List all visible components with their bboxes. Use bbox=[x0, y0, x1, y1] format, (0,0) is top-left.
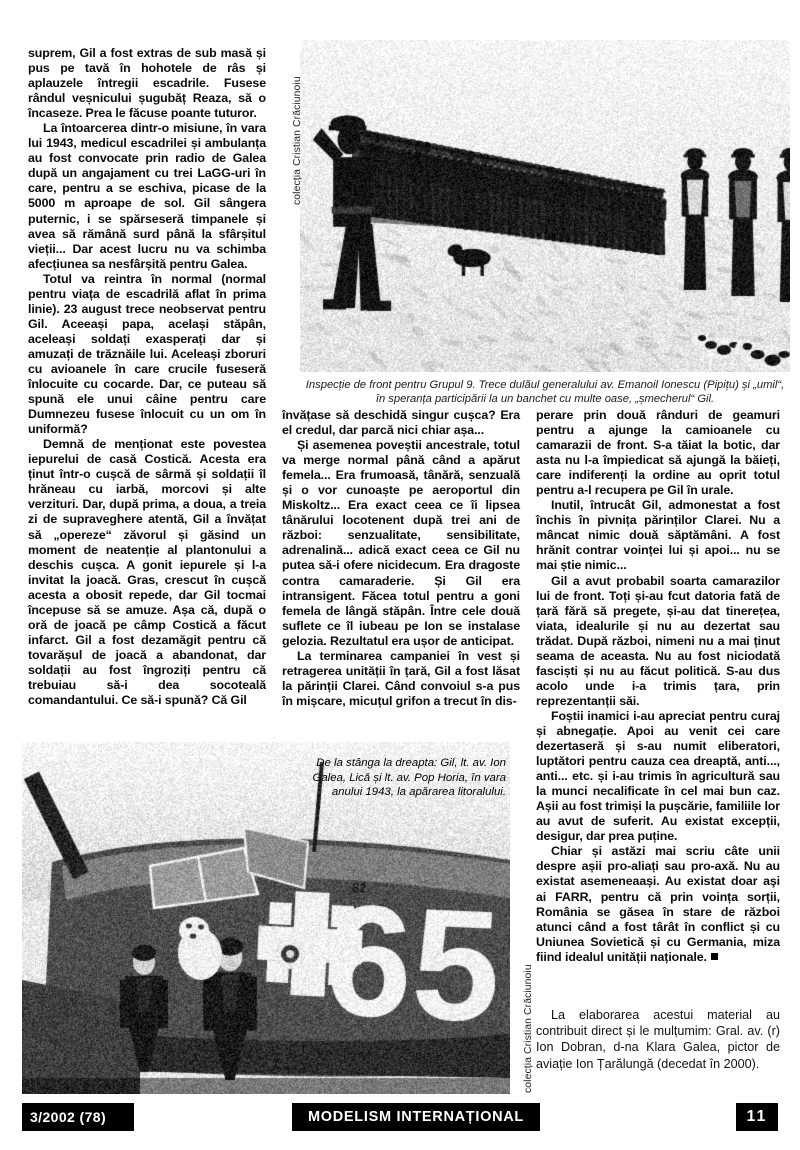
photo-credit-top: colecția Cristian Crăciunoiu bbox=[292, 76, 303, 205]
paragraph: perare prin două rânduri de geamuri pentru a ajunge la camioanele cu camarazii de front. S-a tăiat la botic, dar asta nu l-a împiedicat să ajungă la băieți, care indiferenți la ordine au oprit totul pentru a-l recupera pe Gil în urale. bbox=[536, 408, 780, 498]
text-column-2 bbox=[282, 408, 520, 709]
footer-issue-block bbox=[22, 1103, 134, 1131]
paragraph: La terminarea campaniei în vest și retragerea unității în țară, Gil a fost lăsat la părinții Clarei. Când convoiul s-a pus în mișcare, micuțul grifon a trecut în dis- bbox=[282, 648, 520, 708]
paragraph: Gil a avut probabil soarta camarazilor lui de front. Toți și-au fcut datoria fată de țară fără să pregete, și-au dat tinerețea, viata, idealurile și nu au dezertat sau trădat. După război, nimeni nu a mai ținut seama de aceasta. Nu au fost niciodată fasciști și nu au făcut politică. S-au dus acolo unde i-a trimis țara, prin reprezentanții săi. bbox=[536, 573, 780, 708]
end-of-article-mark bbox=[711, 953, 718, 960]
paragraph-final bbox=[536, 844, 780, 964]
acknowledgement-text: La elaborarea acestui material au contribuit direct și le mulțumim: Gral. av. (r) Ion Dobran, d-na Klara Galea, pictor de aviație Ion Țarălungă (decedat în 2000). bbox=[536, 1008, 780, 1071]
paragraph: suprem, Gil a fost extras de sub masă și pus pe tavă în hohotele de râs și aplauzele întregii escadrile. Fusese rândul veșnicului șugubăț Reaza, să o încaseze. Prea le făcuse poante tuturor. bbox=[28, 46, 266, 121]
paragraph: Demnă de menționat este povestea iepurelui de casă Costică. Acesta era ținut într-o cușcă de sârmă și soldații îl hrăneau cu iarbă, morcovi și alte verzituri. Dar, după prima, a doua, a treia zi de supraveghere atentă, Gil a învățat să „opereze“ zăvorul și găsind un moment de neatenție al plantonului a deschis cușca. A gonit iepurele și l-a invitat la joacă. Gras, crescut în cușcă acesta a obosit repede, dar Gil tocmai începuse să se amuze. Așa că, după o oră de joacă pe câmp Costică a făcut infarct. Gil a fost dezamăgit pentru că tovarășul de joacă a abandonat, dar soldații au fost îngroziți pentru că trebuiau să-i dea socoteală comandantului. Ce să-i spună? Că Gil bbox=[28, 437, 266, 708]
front-inspection-photo bbox=[300, 40, 790, 372]
paragraph: învățase să deschidă singur cușca? Era el credul, dar parcă nici chiar așa... bbox=[282, 408, 520, 438]
page-footer bbox=[22, 1103, 778, 1131]
caption-top-photo bbox=[300, 378, 790, 406]
paragraph-final-text: Chiar și astăzi mai scriu câte unii despre așii pro-aliați sau pro-axă. Nu au existat asemeneaași. Au existat doar aşi ai FARR, pentru că prin voința sorții, România se găsea în stare de război atunci când a fost târât în conflict și cu Uniunea Sovietică și cu Germania, miza fiind idealul unității naționale. bbox=[536, 844, 780, 964]
paragraph: La întoarcerea dintr-o misiune, în vara lui 1943, medicul escadrilei și ambulanța au fost convocate prin radio de Galea după un angajament cu trei LaGG-uri în care, pentru a se eschiva, picase de la 5000 m aproape de sol. Gil sângera puternic, i se spărseseră timpanele și avea să rămână surd până la sfârșitul vieții... Dar acest lucru nu va schimba afecțiunea sa nesfârșită pentru Galea. bbox=[28, 121, 266, 271]
acknowledgement-block bbox=[536, 1007, 780, 1072]
caption-top-text: Inspecție de front pentru Grupul 9. Trece dulăul generalului av. Emanoil Ionescu (Pipițu) și „umil“, în speranța participării la un banchet cu multe oase, „șmecherul“ Gil. bbox=[305, 379, 785, 406]
paragraph: Și asemenea poveștii ancestrale, totul va merge normal până când a apărut femela... Era frumoasă, tânără, senzuală și o vor cunoaște pe aeroportul din Miskoltz... Era exact ceea ce îi lipsea tânărului locotenent după trei ani de război: senzualitate, sensibilitate, adrenalină... adică exact ceea ce Gil nu putea să-i ofere nicidecum. Era dragoste contra camaraderie. Și Gil era intransigent. Făcea totul pentru a goni femela de lângă stăpân. Între cele două suflete ce îl iubeau pe Ion se instalase gelozia. Rezultatul era ușor de anticipat. bbox=[282, 438, 520, 648]
footer-magazine-title: MODELISM INTERNAȚIONAL bbox=[308, 1109, 524, 1125]
footer-page-number: 11 bbox=[746, 1108, 768, 1125]
text-column-1 bbox=[28, 46, 266, 708]
caption-bottom-text: De la stânga la dreapta: Gil, lt. av. Ion Galea, Lică și lt. av. Pop Horia, în vara anului 1943, la apărarea litoralului. bbox=[312, 757, 506, 799]
footer-title-block bbox=[292, 1103, 540, 1131]
text-column-3 bbox=[536, 408, 780, 965]
footer-page-number-block bbox=[736, 1103, 778, 1131]
photo-credit-bottom: colecția Cristian Crăciunoiu bbox=[523, 964, 534, 1093]
paragraph: Inutil, întrucât Gil, admonestat a fost închis în pivnița părinților Clarei. Nu a mâncat nimic două săptămâni. A fost hrănit contrar voinței lui și apoi... nu se mai știe nimic... bbox=[536, 498, 780, 573]
footer-issue-label: 3/2002 (78) bbox=[30, 1109, 107, 1125]
paragraph: Foștii inamici i-au apreciat pentru curaj și abnegație. Apoi au venit cei care dezertaseră și s-au numit eliberatori, luptători pentru cauza cea dreaptă, anti..., anti... etc. și i-au trimis în agricultură sau la munci necalificate în cel mai bun caz. Așii au fost trimiși la pușcărie, familiile lor au avut de suferit. Au existat excepții, desigur, dar prea puține. bbox=[536, 708, 780, 844]
caption-bottom-photo bbox=[310, 756, 506, 800]
paragraph: Totul va reintra în normal (normal pentru viața de escadrilă aflat în prima linie). 23 august trece neobservat pentru Gil. Aceeași papa, același stăpân, aceleași soldați exasperați dar și amuzați de trăznăile lui. Aceleași zboruri cu avioanele în care crucile fuseseră înlocuite cu cocarde. Dar, ce puteau să spună ele unui câine pentru care Dumnezeu fusese înlocuit cu un om în uniformă? bbox=[28, 271, 266, 437]
